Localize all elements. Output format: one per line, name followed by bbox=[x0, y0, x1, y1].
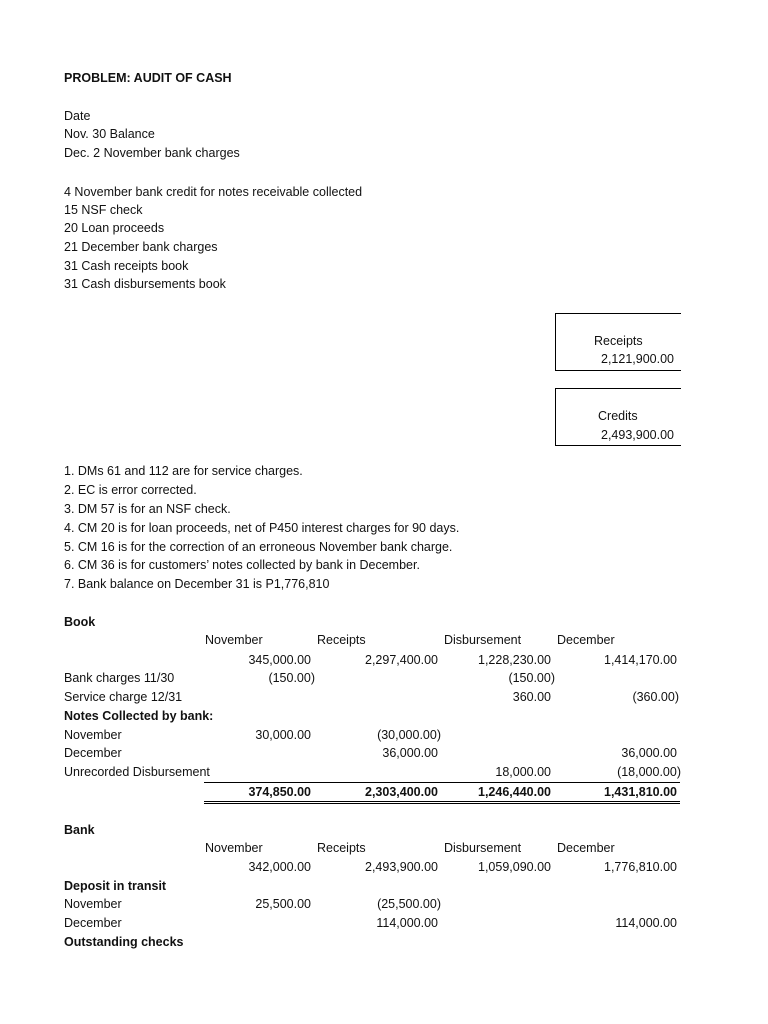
book-balance-receipts: 2,297,400.00 bbox=[365, 653, 438, 667]
book-row-label: Notes Collected by bank: bbox=[64, 709, 214, 723]
book-cell: 36,000.00 bbox=[382, 746, 438, 760]
book-total-bottom-rule bbox=[204, 801, 680, 802]
bank-row-label: November bbox=[64, 897, 122, 911]
book-cell: 18,000.00 bbox=[495, 765, 551, 779]
credits-box bbox=[555, 388, 681, 446]
note-line: 3. DM 57 is for an NSF check. bbox=[64, 502, 231, 516]
bank-header-december: December bbox=[557, 841, 615, 855]
book-cell: (18,000.00) bbox=[617, 765, 681, 779]
book-row-label: Unrecorded Disbursement bbox=[64, 765, 210, 779]
credits-box-label: Credits bbox=[598, 409, 638, 423]
bank-cell: 25,500.00 bbox=[255, 897, 311, 911]
note-line: 2. EC is error corrected. bbox=[64, 483, 197, 497]
book-total-double-rule bbox=[204, 803, 680, 804]
note-line: 7. Bank balance on December 31 is P1,776,810 bbox=[64, 577, 330, 591]
receipts-box bbox=[555, 313, 681, 371]
book-header-november: November bbox=[205, 633, 263, 647]
book-header-december: December bbox=[557, 633, 615, 647]
bank-heading: Bank bbox=[64, 823, 95, 837]
book-header-receipts: Receipts bbox=[317, 633, 366, 647]
bank-row-label: Outstanding checks bbox=[64, 935, 184, 949]
book-cell: (30,000.00) bbox=[377, 728, 441, 742]
bank-cell: (25,500.00) bbox=[377, 897, 441, 911]
book-cell: 30,000.00 bbox=[255, 728, 311, 742]
date-line: Nov. 30 Balance bbox=[64, 127, 155, 141]
bank-balance-november: 342,000.00 bbox=[248, 860, 311, 874]
bank-row-label: December bbox=[64, 916, 122, 930]
bank-balance-december: 1,776,810.00 bbox=[604, 860, 677, 874]
bank-balance-receipts: 2,493,900.00 bbox=[365, 860, 438, 874]
transaction-line: 21 December bank charges bbox=[64, 240, 218, 254]
note-line: 6. CM 36 is for customers’ notes collected by bank in December. bbox=[64, 558, 420, 572]
transaction-line: 20 Loan proceeds bbox=[64, 221, 165, 235]
transaction-line: 31 Cash disbursements book bbox=[64, 277, 226, 291]
transaction-line: 4 November bank credit for notes receivable collected bbox=[64, 185, 363, 199]
book-cell: (150.00) bbox=[268, 671, 315, 685]
book-row-label: Bank charges 11/30 bbox=[64, 671, 175, 685]
book-cell: 36,000.00 bbox=[621, 746, 677, 760]
bank-header-november: November bbox=[205, 841, 263, 855]
book-cell: (150.00) bbox=[508, 671, 555, 685]
bank-header-receipts: Receipts bbox=[317, 841, 366, 855]
bank-cell: 114,000.00 bbox=[376, 916, 438, 930]
bank-header-disbursement: Disbursement bbox=[444, 841, 522, 855]
bank-cell: 114,000.00 bbox=[615, 916, 677, 930]
book-balance-december: 1,414,170.00 bbox=[604, 653, 677, 667]
note-line: 5. CM 16 is for the correction of an erroneous November bank charge. bbox=[64, 540, 453, 554]
book-balance-november: 345,000.00 bbox=[248, 653, 311, 667]
book-total-december: 1,431,810.00 bbox=[604, 785, 677, 799]
book-total-disbursement: 1,246,440.00 bbox=[478, 785, 551, 799]
book-row-label: December bbox=[64, 746, 122, 760]
page-title: PROBLEM: AUDIT OF CASH bbox=[64, 71, 232, 85]
bank-balance-disbursement: 1,059,090.00 bbox=[478, 860, 551, 874]
book-row-label: November bbox=[64, 728, 122, 742]
book-total-receipts: 2,303,400.00 bbox=[365, 785, 438, 799]
transaction-line: 31 Cash receipts book bbox=[64, 259, 189, 273]
book-cell: 360.00 bbox=[512, 690, 551, 704]
book-header-disbursement: Disbursement bbox=[444, 633, 522, 647]
note-line: 1. DMs 61 and 112 are for service charges. bbox=[64, 464, 303, 478]
note-line: 4. CM 20 is for loan proceeds, net of P450 interest charges for 90 days. bbox=[64, 521, 460, 535]
credits-box-value: 2,493,900.00 bbox=[601, 428, 674, 442]
transaction-line: 15 NSF check bbox=[64, 203, 143, 217]
book-heading: Book bbox=[64, 615, 96, 629]
date-line: Dec. 2 November bank charges bbox=[64, 146, 240, 160]
receipts-box-value: 2,121,900.00 bbox=[601, 352, 674, 366]
book-row-label: Service charge 12/31 bbox=[64, 690, 183, 704]
book-cell: (360.00) bbox=[632, 690, 679, 704]
receipts-box-label: Receipts bbox=[594, 334, 643, 348]
book-total-november: 374,850.00 bbox=[248, 785, 311, 799]
book-balance-disbursement: 1,228,230.00 bbox=[478, 653, 551, 667]
book-total-top-rule bbox=[204, 782, 680, 783]
bank-row-label: Deposit in transit bbox=[64, 879, 167, 893]
date-header: Date bbox=[64, 109, 91, 123]
